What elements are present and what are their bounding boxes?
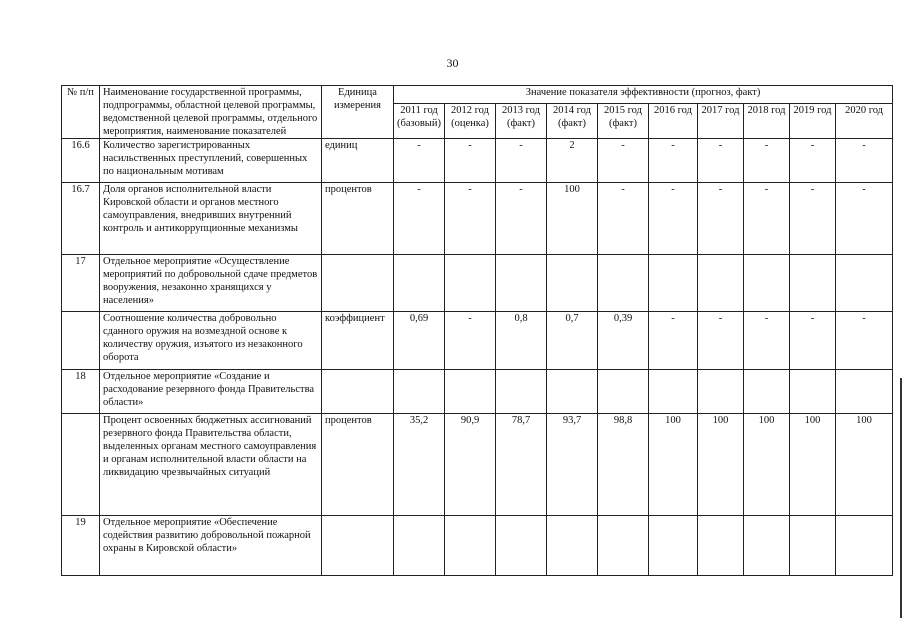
row-value: - bbox=[836, 183, 893, 255]
row-value: - bbox=[394, 183, 445, 255]
row-value: - bbox=[744, 312, 790, 370]
page-edge-line bbox=[900, 378, 902, 618]
header-year-5: 2016 год bbox=[649, 104, 698, 139]
row-value bbox=[394, 255, 445, 312]
row-value: 2 bbox=[547, 139, 598, 183]
row-value: 100 bbox=[790, 414, 836, 516]
row-value bbox=[790, 255, 836, 312]
row-value bbox=[698, 370, 744, 414]
row-value: - bbox=[790, 312, 836, 370]
row-name: Доля органов исполнительной власти Кировской области и органов местного самоуправления, внедривших внутренний контроль и антикоррупционные механизмы bbox=[100, 183, 322, 255]
header-values-group: Значение показателя эффективности (прогноз, факт) bbox=[394, 86, 893, 104]
row-value: 0,39 bbox=[598, 312, 649, 370]
row-value: - bbox=[394, 139, 445, 183]
row-value: - bbox=[445, 183, 496, 255]
row-value bbox=[744, 370, 790, 414]
row-value: 100 bbox=[547, 183, 598, 255]
row-value: - bbox=[744, 183, 790, 255]
table-row bbox=[62, 370, 893, 414]
row-value bbox=[790, 516, 836, 576]
row-value: 0,7 bbox=[547, 312, 598, 370]
table-row bbox=[62, 139, 893, 183]
row-value: - bbox=[445, 139, 496, 183]
row-value: - bbox=[790, 183, 836, 255]
row-name: Отдельное мероприятие «Обеспечение содействия развитию добровольной пожарной охраны в Кировской области» bbox=[100, 516, 322, 576]
indicators-table bbox=[61, 85, 893, 576]
page-number: 30 bbox=[446, 56, 459, 70]
table-row bbox=[62, 414, 893, 516]
row-value bbox=[598, 370, 649, 414]
row-value: - bbox=[598, 139, 649, 183]
row-value bbox=[698, 516, 744, 576]
table-row bbox=[62, 312, 893, 370]
row-value bbox=[445, 370, 496, 414]
row-value bbox=[744, 516, 790, 576]
row-num: 16.6 bbox=[62, 139, 100, 183]
row-value bbox=[445, 516, 496, 576]
table-header bbox=[62, 86, 893, 139]
row-value: 100 bbox=[649, 414, 698, 516]
row-value: - bbox=[649, 312, 698, 370]
row-value bbox=[547, 516, 598, 576]
row-value bbox=[598, 255, 649, 312]
row-name: Отдельное мероприятие «Осуществление мероприятий по добровольной сдаче предметов вооружения, незаконно хранящихся у населения» bbox=[100, 255, 322, 312]
header-name: Наименование государственной программы, подпрограммы, областной целевой программы, ведомственной целевой программы, отдельного мероприятия, наименование показателей bbox=[100, 86, 322, 139]
table-row bbox=[62, 516, 893, 576]
header-unit: Единица измерения bbox=[322, 86, 394, 139]
row-value: 93,7 bbox=[547, 414, 598, 516]
row-value bbox=[547, 370, 598, 414]
row-unit: коэффициент bbox=[322, 312, 394, 370]
row-value: - bbox=[698, 183, 744, 255]
row-unit bbox=[322, 370, 394, 414]
row-value: - bbox=[698, 139, 744, 183]
row-value bbox=[790, 370, 836, 414]
row-unit bbox=[322, 255, 394, 312]
row-name: Процент освоенных бюджетных ассигнований резервного фонда Правительства области, выделенных органам местного самоуправления и органам исполнительной власти области на ликвидацию чрезвычайных ситуаций bbox=[100, 414, 322, 516]
row-name: Отдельное мероприятие «Создание и расходование резервного фонда Правительства области» bbox=[100, 370, 322, 414]
row-num bbox=[62, 414, 100, 516]
row-value bbox=[547, 255, 598, 312]
row-value bbox=[598, 516, 649, 576]
row-value bbox=[649, 516, 698, 576]
row-value bbox=[394, 516, 445, 576]
header-year-6: 2017 год bbox=[698, 104, 744, 139]
header-year-0: 2011 год (базовый) bbox=[394, 104, 445, 139]
row-value bbox=[394, 370, 445, 414]
row-num: 19 bbox=[62, 516, 100, 576]
header-year-4: 2015 год (факт) bbox=[598, 104, 649, 139]
table-row bbox=[62, 255, 893, 312]
row-value: - bbox=[836, 312, 893, 370]
row-value bbox=[496, 255, 547, 312]
row-value: 0,69 bbox=[394, 312, 445, 370]
row-value: 35,2 bbox=[394, 414, 445, 516]
row-value bbox=[744, 255, 790, 312]
row-value: - bbox=[649, 139, 698, 183]
row-num: 18 bbox=[62, 370, 100, 414]
row-value: - bbox=[496, 183, 547, 255]
row-value bbox=[836, 370, 893, 414]
row-value bbox=[649, 255, 698, 312]
header-year-9: 2020 год bbox=[836, 104, 893, 139]
table-row bbox=[62, 183, 893, 255]
row-value bbox=[496, 516, 547, 576]
row-value: 0,8 bbox=[496, 312, 547, 370]
row-unit: процентов bbox=[322, 414, 394, 516]
row-value: - bbox=[744, 139, 790, 183]
row-value: 100 bbox=[836, 414, 893, 516]
header-year-3: 2014 год (факт) bbox=[547, 104, 598, 139]
row-value: 100 bbox=[698, 414, 744, 516]
header-year-7: 2018 год bbox=[744, 104, 790, 139]
row-value: 90,9 bbox=[445, 414, 496, 516]
row-value bbox=[445, 255, 496, 312]
row-value bbox=[698, 255, 744, 312]
row-value: - bbox=[649, 183, 698, 255]
header-year-1: 2012 год (оценка) bbox=[445, 104, 496, 139]
row-unit bbox=[322, 516, 394, 576]
row-value: - bbox=[598, 183, 649, 255]
row-value bbox=[836, 516, 893, 576]
row-value: - bbox=[836, 139, 893, 183]
row-num: 17 bbox=[62, 255, 100, 312]
row-value: 78,7 bbox=[496, 414, 547, 516]
header-num: № п/п bbox=[62, 86, 100, 139]
row-value: - bbox=[790, 139, 836, 183]
row-value: 98,8 bbox=[598, 414, 649, 516]
row-name: Соотношение количества добровольно сданного оружия на возмездной основе к количеству оружия, изъятого из незаконного оборота bbox=[100, 312, 322, 370]
row-value bbox=[836, 255, 893, 312]
row-value: 100 bbox=[744, 414, 790, 516]
row-value: - bbox=[496, 139, 547, 183]
row-num: 16.7 bbox=[62, 183, 100, 255]
row-value: - bbox=[698, 312, 744, 370]
row-num bbox=[62, 312, 100, 370]
row-unit: единиц bbox=[322, 139, 394, 183]
header-year-2: 2013 год (факт) bbox=[496, 104, 547, 139]
header-year-8: 2019 год bbox=[790, 104, 836, 139]
row-name: Количество зарегистрированных насильственных преступлений, совершенных по национальным мотивам bbox=[100, 139, 322, 183]
row-unit: процентов bbox=[322, 183, 394, 255]
row-value: - bbox=[445, 312, 496, 370]
row-value bbox=[649, 370, 698, 414]
row-value bbox=[496, 370, 547, 414]
table-body bbox=[62, 139, 893, 576]
